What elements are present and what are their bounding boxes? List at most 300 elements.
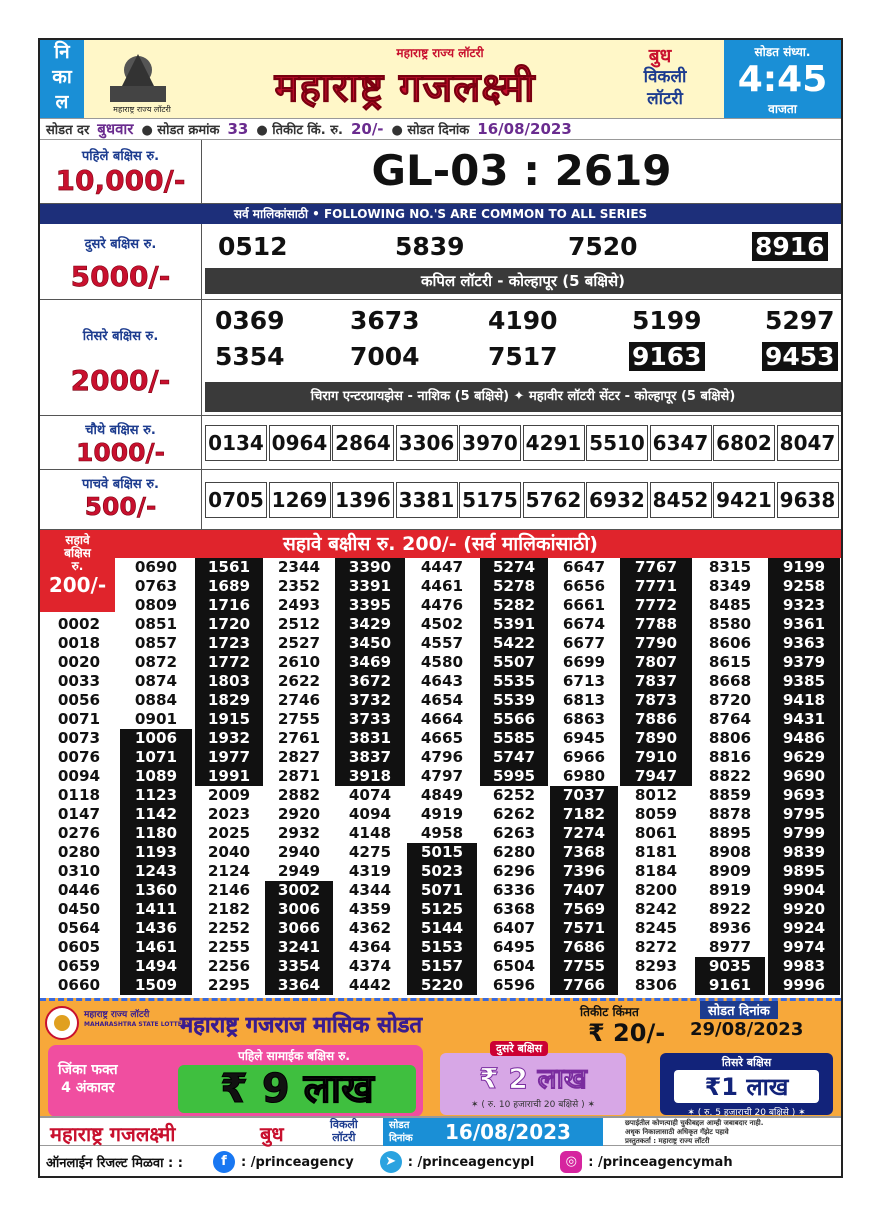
draw-time-unit: वाजता xyxy=(768,102,797,116)
sixth-label-line: रु. xyxy=(71,559,84,573)
third-prize-promo-note: ✶ ( रु. 5 हजाराची 20 बक्षिसे ) ✶ xyxy=(687,1108,806,1118)
first-prize-number: GL-03 : 2619 xyxy=(371,146,672,195)
sixth-prize-number: 8349 xyxy=(695,577,765,596)
third-prize-title: तिसरे बक्षिस रु. xyxy=(82,329,159,344)
sixth-prize-number: 2025 xyxy=(195,824,263,843)
sixth-prize-number: 1716 xyxy=(195,596,263,615)
fifth-prize-amount: 500/- xyxy=(84,492,157,521)
sixth-prize-number: 3002 xyxy=(265,881,333,900)
sixth-prize-number: 2255 xyxy=(195,938,263,957)
draw-time: 4:45 xyxy=(737,59,828,100)
sixth-prize-number: 2252 xyxy=(195,919,263,938)
sixth-prize-number: 5585 xyxy=(480,729,548,748)
third-prize-promo xyxy=(660,1053,833,1118)
sixth-prize-number: 3395 xyxy=(335,596,405,615)
ticket-price-label: तिकीट किंमत xyxy=(580,1005,639,1019)
sixth-prize-number: 4796 xyxy=(407,748,477,767)
win-four-digits xyxy=(58,1061,118,1097)
sixth-prize-number: 5535 xyxy=(480,672,548,691)
sixth-prize-number: 6699 xyxy=(550,653,618,672)
sixth-prize-number: 4665 xyxy=(407,729,477,748)
instagram-link[interactable]: : /princeagencymah xyxy=(588,1154,733,1170)
sixth-prize-number: 2124 xyxy=(195,862,263,881)
sixth-prize-number: 7873 xyxy=(620,691,692,710)
third-prize-row xyxy=(40,300,841,416)
sixth-prize-number: 1915 xyxy=(195,710,263,729)
sixth-prize-number: 6280 xyxy=(480,843,548,862)
ticket-price: 20/- xyxy=(350,120,384,138)
sixth-prize-number: 0071 xyxy=(42,710,116,729)
sixth-prize-number: 6336 xyxy=(480,881,548,900)
telegram-icon: ➤ xyxy=(380,1151,402,1173)
sixth-prize-number: 8181 xyxy=(620,843,692,862)
sixth-prize-number: 8245 xyxy=(620,919,692,938)
sixth-prize-number: 7686 xyxy=(550,938,618,957)
sixth-prize-number: 3354 xyxy=(265,957,333,976)
sixth-prize-number: 3732 xyxy=(335,691,405,710)
sixth-prize-number: 1720 xyxy=(195,615,263,634)
sixth-prize-number: 3733 xyxy=(335,710,405,729)
sixth-prize-number: 3391 xyxy=(335,577,405,596)
sixth-prize-number: 6863 xyxy=(550,710,618,729)
fourth-prize-number: 3970 xyxy=(459,425,521,461)
sixth-prize-number: 1089 xyxy=(120,767,192,786)
sixth-prize-number: 7396 xyxy=(550,862,618,881)
footer-title: महाराष्ट्र गजलक्ष्मी xyxy=(50,1122,176,1146)
sixth-prize-number: 9996 xyxy=(768,976,840,995)
sixth-prize-number: 5144 xyxy=(407,919,477,938)
sixth-prize-number: 4094 xyxy=(335,805,405,824)
sixth-prize-number: 9795 xyxy=(768,805,840,824)
sixth-prize-number: 4359 xyxy=(335,900,405,919)
first-prize-promo-amount: ₹ 9 लाख xyxy=(178,1065,416,1113)
fourth-prize-number: 0964 xyxy=(269,425,331,461)
sixth-prize-number: 3918 xyxy=(335,767,405,786)
third-prize-number: 9163 xyxy=(629,342,705,371)
first-prize-promo-label: पहिले सामाईक बक्षिस रु. xyxy=(238,1049,350,1063)
sixth-prize-number: 4442 xyxy=(335,976,405,995)
third-prize-number: 5297 xyxy=(765,306,835,335)
sixth-prize-number: 8977 xyxy=(695,938,765,957)
sixth-prize-number: 5220 xyxy=(407,976,477,995)
fifth-prize-number: 6932 xyxy=(586,482,648,518)
sixth-prize-number: 3672 xyxy=(335,672,405,691)
second-prize-label xyxy=(40,224,202,299)
sixth-prize-number: 2940 xyxy=(265,843,333,862)
sixth-prize-number: 0809 xyxy=(120,596,192,615)
footer-weekly xyxy=(330,1118,358,1144)
sixth-prize-number: 0094 xyxy=(42,767,116,786)
sixth-prize-number: 7772 xyxy=(620,596,692,615)
fifth-prize-number: 1396 xyxy=(332,482,394,518)
sixth-prize-number: 7886 xyxy=(620,710,692,729)
weekly-lottery xyxy=(615,66,715,110)
sixth-prize-number: 9385 xyxy=(768,672,840,691)
sixth-prize-number: 1509 xyxy=(120,976,192,995)
day-label: बुध xyxy=(648,45,672,67)
sixth-prize-number: 2610 xyxy=(265,653,333,672)
sixth-prize-number: 9258 xyxy=(768,577,840,596)
sixth-prize-number: 0446 xyxy=(42,881,116,900)
sixth-prize-number: 7274 xyxy=(550,824,618,843)
sixth-prize-number: 0884 xyxy=(120,691,192,710)
sixth-prize-number: 4643 xyxy=(407,672,477,691)
sixth-prize-number: 8315 xyxy=(695,558,765,577)
sixth-prize-number: 0018 xyxy=(42,634,116,653)
third-prize-number: 7517 xyxy=(488,342,558,371)
sixth-prize-number: 2146 xyxy=(195,881,263,900)
sixth-prize-number: 6813 xyxy=(550,691,618,710)
sixth-prize-number: 3837 xyxy=(335,748,405,767)
draw-time-label: सोडत संध्या. xyxy=(754,45,811,59)
draw-no-label: ● सोडत क्रमांक xyxy=(141,123,220,138)
sixth-prize-number: 9486 xyxy=(768,729,840,748)
sixth-prize-number: 7837 xyxy=(620,672,692,691)
sixth-prize-number: 1803 xyxy=(195,672,263,691)
fifth-prize-number: 5175 xyxy=(459,482,521,518)
disclaimer-line: छपाईतील कोणत्याही चुकीबद्दल आम्ही जबाबदार नाही. xyxy=(625,1119,764,1127)
sixth-prize-number: 7182 xyxy=(550,805,618,824)
sixth-prize-number: 1772 xyxy=(195,653,263,672)
sixth-prize-number: 6677 xyxy=(550,634,618,653)
sixth-prize-number: 2920 xyxy=(265,805,333,824)
sixth-prize-number: 8606 xyxy=(695,634,765,653)
sixth-prize-number: 5023 xyxy=(407,862,477,881)
footer-day: बुध xyxy=(260,1122,284,1146)
sixth-prize-number: 0118 xyxy=(42,786,116,805)
sixth-prize-number: 0851 xyxy=(120,615,192,634)
sixth-prize-number: 8806 xyxy=(695,729,765,748)
sixth-prize-number: 5747 xyxy=(480,748,548,767)
sixth-prize-number: 2512 xyxy=(265,615,333,634)
draw-day: बुधवार xyxy=(97,120,134,138)
sixth-prize-column xyxy=(120,558,192,995)
sixth-prize-number: 1723 xyxy=(195,634,263,653)
sixth-prize-number: 2295 xyxy=(195,976,263,995)
sixth-prize-amount: 200/- xyxy=(48,573,107,597)
disclaimer-line: अधृक निकालासाठी अधिकृत गॅझेट पहावे xyxy=(625,1128,729,1136)
sixth-prize-number: 1360 xyxy=(120,881,192,900)
sixth-prize-number: 9983 xyxy=(768,957,840,976)
sixth-prize-number: 8878 xyxy=(695,805,765,824)
sixth-prize-number: 0660 xyxy=(42,976,116,995)
sixth-prize-number: 2023 xyxy=(195,805,263,824)
sixth-prize-number: 9690 xyxy=(768,767,840,786)
sixth-prize-number: 9323 xyxy=(768,596,840,615)
sixth-prize-column xyxy=(695,558,765,995)
footer-bar xyxy=(40,1116,841,1146)
sixth-prize-number: 1123 xyxy=(120,786,192,805)
sixth-prize-number: 1142 xyxy=(120,805,192,824)
sixth-prize-number: 9799 xyxy=(768,824,840,843)
sixth-prize-number: 9431 xyxy=(768,710,840,729)
sixth-prize-number: 1461 xyxy=(120,938,192,957)
second-prize-number: 7520 xyxy=(568,232,638,261)
sixth-prize-number: 2871 xyxy=(265,767,333,786)
second-prize-promo xyxy=(440,1042,626,1115)
sixth-prize-number: 6713 xyxy=(550,672,618,691)
sixth-prize-number: 4502 xyxy=(407,615,477,634)
sixth-prize-number: 6368 xyxy=(480,900,548,919)
sixth-prize-number: 3831 xyxy=(335,729,405,748)
sixth-prize-number: 4364 xyxy=(335,938,405,957)
sixth-prize-number: 4344 xyxy=(335,881,405,900)
sixth-prize-number: 2949 xyxy=(265,862,333,881)
sixth-prize-number: 7790 xyxy=(620,634,692,653)
sixth-prize-number: 5153 xyxy=(407,938,477,957)
fourth-prize-row xyxy=(40,416,841,470)
facebook-link[interactable]: : /princeagency xyxy=(240,1154,354,1170)
footer-date-label2: दिनांक xyxy=(389,1133,413,1144)
sixth-prize-number: 8184 xyxy=(620,862,692,881)
sixth-prize-number: 1006 xyxy=(120,729,192,748)
sixth-prize-number: 2755 xyxy=(265,710,333,729)
sixth-prize-number: 9895 xyxy=(768,862,840,881)
third-prize-number: 3673 xyxy=(350,306,420,335)
sixth-prize-number: 6945 xyxy=(550,729,618,748)
sixth-prize-number: 8242 xyxy=(620,900,692,919)
sixth-prize-number: 4958 xyxy=(407,824,477,843)
sixth-prize-number: 8012 xyxy=(620,786,692,805)
sixth-prize-number: 8909 xyxy=(695,862,765,881)
sixth-prize-number: 4447 xyxy=(407,558,477,577)
sixth-prize-number: 7890 xyxy=(620,729,692,748)
fourth-prize-number: 6802 xyxy=(713,425,775,461)
sixth-prize-number: 9693 xyxy=(768,786,840,805)
sixth-prize-column xyxy=(42,615,116,995)
sixth-prize-number: 4654 xyxy=(407,691,477,710)
monthly-date: 29/08/2023 xyxy=(690,1019,804,1040)
date-label: ● सोडत दिनांक xyxy=(391,123,470,138)
sixth-prize-number: 0763 xyxy=(120,577,192,596)
sixth-prize-number: 6504 xyxy=(480,957,548,976)
sixth-prize-number: 4275 xyxy=(335,843,405,862)
sixth-prize-number: 3469 xyxy=(335,653,405,672)
sixth-prize-number: 7407 xyxy=(550,881,618,900)
sixth-prize-number: 5071 xyxy=(407,881,477,900)
rate-label: सोडत दर xyxy=(46,123,90,138)
sixth-prize-column xyxy=(335,558,405,995)
sixth-prize-number: 2009 xyxy=(195,786,263,805)
third-prize-agent-bar: चिराग एन्टरप्रायझेस - नाशिक (5 बक्षिसे) ✦ महावीर लॉटरी सेंटर - कोल्हापूर (5 बक्षिसे) xyxy=(205,382,841,412)
sixth-prize-number: 6674 xyxy=(550,615,618,634)
fourth-prize-title: चौथे बक्षिस रु. xyxy=(85,423,156,438)
third-prize-promo-label: तिसरे बक्षिस xyxy=(721,1056,772,1069)
sixth-prize-number: 6980 xyxy=(550,767,618,786)
monthly-draw-ad xyxy=(40,998,841,1116)
fourth-prize-amount: 1000/- xyxy=(75,438,166,467)
sixth-prize-number: 7788 xyxy=(620,615,692,634)
header xyxy=(40,40,841,118)
disclaimer-line: प्रस्तुतकर्ता : महाराष्ट्र राज्य लॉटरी xyxy=(625,1137,710,1145)
sixth-prize-number: 1071 xyxy=(120,748,192,767)
sixth-prize-number: 4374 xyxy=(335,957,405,976)
sixth-prize-number: 6262 xyxy=(480,805,548,824)
sixth-prize-number: 0280 xyxy=(42,843,116,862)
sixth-prize-number: 2746 xyxy=(265,691,333,710)
logo-caption: महाराष्ट्र राज्य लॉटरी xyxy=(113,105,171,114)
sixth-prize-number: 0033 xyxy=(42,672,116,691)
sixth-prize-number: 0564 xyxy=(42,919,116,938)
sixth-prize-number: 5507 xyxy=(480,653,548,672)
facebook-icon: f xyxy=(213,1151,235,1173)
sixth-prize-number: 9161 xyxy=(695,976,765,995)
sixth-prize-number: 8485 xyxy=(695,596,765,615)
sixth-prize-number: 1180 xyxy=(120,824,192,843)
sixth-prize-number: 3429 xyxy=(335,615,405,634)
fourth-prize-number: 4291 xyxy=(523,425,585,461)
fifth-prize-label xyxy=(40,470,202,529)
sixth-prize-number: 8859 xyxy=(695,786,765,805)
sixth-prize-number: 8306 xyxy=(620,976,692,995)
sixth-prize-number: 2182 xyxy=(195,900,263,919)
sixth-prize-number: 3450 xyxy=(335,634,405,653)
sixth-prize-number: 6661 xyxy=(550,596,618,615)
sixth-prize-number: 7766 xyxy=(550,976,618,995)
sixth-prize-number: 5015 xyxy=(407,843,477,862)
fourth-prize-number: 3306 xyxy=(396,425,458,461)
sixth-prize-number: 5422 xyxy=(480,634,548,653)
sixth-prize-number: 1689 xyxy=(195,577,263,596)
sixth-prize-number: 8061 xyxy=(620,824,692,843)
sixth-prize-number: 8720 xyxy=(695,691,765,710)
sixth-prize-number: 8895 xyxy=(695,824,765,843)
monthly-date-label: सोडत दिनांक xyxy=(700,1001,778,1019)
sixth-label-line: सहावे xyxy=(65,533,90,547)
sixth-prize-number: 2761 xyxy=(265,729,333,748)
sixth-prize-number: 7368 xyxy=(550,843,618,862)
fifth-prize-title: पाचवे बक्षिस रु. xyxy=(82,477,159,492)
sixth-prize-number: 1193 xyxy=(120,843,192,862)
fourth-prize-number: 5510 xyxy=(586,425,648,461)
price-label: ● तिकीट किं. रु. xyxy=(256,123,343,138)
footer-date-label1: सोडत xyxy=(389,1120,410,1131)
sixth-prize-number: 6407 xyxy=(480,919,548,938)
fifth-prize-number: 9421 xyxy=(713,482,775,518)
fourth-prize-number: 8047 xyxy=(777,425,839,461)
sixth-prize-number: 9035 xyxy=(695,957,765,976)
sixth-prize-number: 0690 xyxy=(120,558,192,577)
sixth-prize-number: 9361 xyxy=(768,615,840,634)
fifth-prize-number: 5762 xyxy=(523,482,585,518)
second-prize-amount: 5000/- xyxy=(70,260,171,293)
third-prize-number: 7004 xyxy=(350,342,420,371)
draw-time-box xyxy=(724,40,841,118)
sixth-prize-number: 6966 xyxy=(550,748,618,767)
lottery-title: महाराष्ट्र गजलक्ष्मी xyxy=(274,65,536,111)
sixth-prize-number: 2040 xyxy=(195,843,263,862)
sixth-prize-number: 0857 xyxy=(120,634,192,653)
sixth-prize-number: 5391 xyxy=(480,615,548,634)
sixth-prize-number: 3066 xyxy=(265,919,333,938)
sixth-prize-number: 7767 xyxy=(620,558,692,577)
sixth-prize-number: 1561 xyxy=(195,558,263,577)
fourth-prize-number: 6347 xyxy=(650,425,712,461)
sixth-prize-number: 8764 xyxy=(695,710,765,729)
sixth-prize-number: 1991 xyxy=(195,767,263,786)
sixth-prize-column xyxy=(550,558,618,995)
sixth-prize-number: 4849 xyxy=(407,786,477,805)
lottery-label: लॉटरी xyxy=(647,89,683,109)
social-links xyxy=(40,1146,841,1178)
third-prize-amount: 2000/- xyxy=(70,364,171,397)
header-small-title: महाराष्ट्र राज्य लॉटरी xyxy=(396,46,484,60)
telegram-link[interactable]: : /princeagencypl xyxy=(407,1154,535,1170)
sixth-prize-number: 5566 xyxy=(480,710,548,729)
sixth-prize-number: 9839 xyxy=(768,843,840,862)
sixth-prize-number: 3364 xyxy=(265,976,333,995)
sixth-prize-number: 0310 xyxy=(42,862,116,881)
first-prize-label xyxy=(40,140,202,203)
sixth-prize-number: 2493 xyxy=(265,596,333,615)
third-prize-number: 9453 xyxy=(762,342,838,371)
fifth-prize-number: 3381 xyxy=(396,482,458,518)
jinka-line1: जिंका फक्त xyxy=(58,1062,118,1078)
sixth-prize-number: 5282 xyxy=(480,596,548,615)
sixth-prize-number: 7771 xyxy=(620,577,692,596)
sixth-prize-number: 7037 xyxy=(550,786,618,805)
fourth-prize-number: 0134 xyxy=(205,425,267,461)
instagram-icon: ◎ xyxy=(560,1151,582,1173)
second-prize-number: 5839 xyxy=(395,232,465,261)
sixth-prize-number: 7807 xyxy=(620,653,692,672)
sixth-prize-number: 3006 xyxy=(265,900,333,919)
fifth-prize-row xyxy=(40,470,841,530)
draw-info-bar xyxy=(40,118,841,140)
sixth-prize-number: 3390 xyxy=(335,558,405,577)
sixth-prize-number: 4580 xyxy=(407,653,477,672)
third-prize-label xyxy=(40,300,202,415)
second-prize-promo-amount: ₹ 2 लाख xyxy=(479,1062,587,1095)
sixth-prize-number: 9974 xyxy=(768,938,840,957)
second-prize-title: दुसरे बक्षिस रु. xyxy=(84,237,157,252)
sixth-prize-number: 9379 xyxy=(768,653,840,672)
sixth-prize-number: 0659 xyxy=(42,957,116,976)
sixth-prize-number: 2256 xyxy=(195,957,263,976)
sixth-prize-number: 6495 xyxy=(480,938,548,957)
sixth-prize-number: 2882 xyxy=(265,786,333,805)
sixth-prize-number: 4664 xyxy=(407,710,477,729)
sixth-prize-number: 9418 xyxy=(768,691,840,710)
second-prize-row xyxy=(40,224,841,300)
sixth-prize-number: 8293 xyxy=(620,957,692,976)
second-prize-number: 8916 xyxy=(752,232,828,261)
sixth-prize-number: 1977 xyxy=(195,748,263,767)
sixth-prize-number: 0605 xyxy=(42,938,116,957)
nikal-badge xyxy=(40,40,84,118)
sixth-label-line: बक्षिस xyxy=(64,546,91,560)
jinka-line2: 4 अंकावर xyxy=(61,1080,115,1096)
sixth-prize-number: 4319 xyxy=(335,862,405,881)
sixth-prize-number: 2622 xyxy=(265,672,333,691)
sixth-prize-number: 2827 xyxy=(265,748,333,767)
sixth-prize-number: 8272 xyxy=(620,938,692,957)
sixth-prize-number: 8822 xyxy=(695,767,765,786)
monthly-title: महाराष्ट्र गजराज मासिक सोडत xyxy=(180,1013,422,1038)
sixth-prize-column xyxy=(480,558,548,995)
sixth-prize-number: 0056 xyxy=(42,691,116,710)
sixth-prize-number: 4919 xyxy=(407,805,477,824)
sixth-prize-number: 7571 xyxy=(550,919,618,938)
second-prize-number: 0512 xyxy=(218,232,288,261)
monthly-logo-text: महाराष्ट्र राज्य लॉटरी xyxy=(84,1010,150,1020)
sixth-prize-number: 4557 xyxy=(407,634,477,653)
sixth-prize-number: 0276 xyxy=(42,824,116,843)
first-prize-promo xyxy=(48,1045,423,1117)
third-prize-promo-amount: ₹1 लाख xyxy=(674,1070,819,1103)
sixth-prize-number: 8922 xyxy=(695,900,765,919)
sixth-prize-number: 4362 xyxy=(335,919,405,938)
